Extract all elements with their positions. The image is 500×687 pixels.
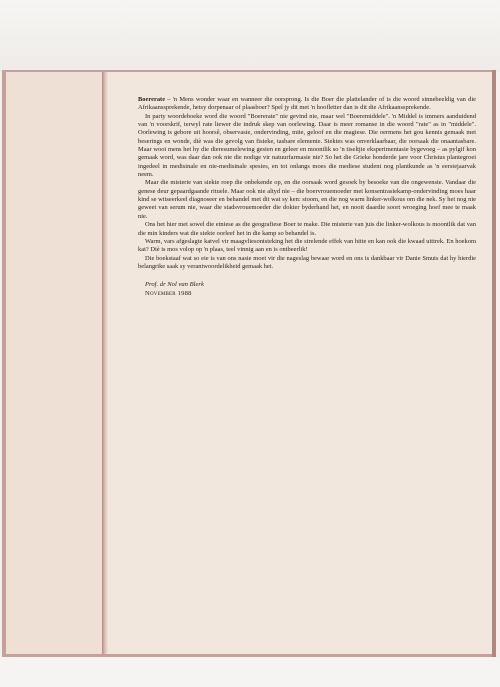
signature-name: Prof. dr Nol van Blerk bbox=[145, 281, 204, 289]
page-edge bbox=[492, 70, 496, 657]
paragraph-4: Ons het hier met sowel die etniese as die geografiese Boer te make. Die misterie van juis die linker-wolkous is moontlik dat van die min kinders wat die siekte oorleef het in die kamp so behandel is. bbox=[138, 221, 476, 237]
book-spread bbox=[2, 70, 496, 657]
paragraph-3: Maar die misterie van siekte roep die onbekende op, en die oorsaak word gesoek by besoeke van die ongewenste. Vandaar die genese deur gepaardgaande rituele. Maar ook nie altyd nie – die boervrouemoeder met konsentrasiekamp-ondervinding moes haar kind se witseerkeel diagnoseer en behandel met dit wat sy ken: stoom, en die nog warm linker-wolkous om die nek. Sy het nog nie geweet van serum nie, waar die stadsvrouemoeder die dokter byderhand het, en nooit daardie soort wroeging hoef mee te maak nie. bbox=[138, 179, 476, 220]
paragraph-2: In party woordeboeke word die woord "Boererate" nie gevind nie, maar wel "Boeremiddele". 'n Middel is immers aanduidend van 'n voorskrif, terwyl rate liewer die indruk skep van oorlewing. Daar is meer romanse in die woord "rate" as in "middele". Oorlewing is gebore uit hoorsê, observasie, ondervinding, mite, geloof en die magiese. Die oermens het gou kennis gemaak met beserings en wonde, diè was die gevolg van fisieke, tasbare elemente. Siektes was onverklaarbaar, die oorsaak die onaantasbare. Maar wooi mens het hy die dieresumelewing gesien en geleer en moontlik so 'n tiseltjie eksperimentasie bygevoeg – as pylgif kon gemaak word, was daar dan ook nie die nodige vir natuurfarmasie nie? So het die Grieke honderde jare voor Christus plantegroei ingedeel in medisinale en nie-medisinale spesies, en tot onlangs moes die mediese student nog plantkunde as 'n eerstejaarvak neem. bbox=[138, 112, 476, 179]
left-page bbox=[6, 72, 102, 654]
heading-word: Boererate bbox=[138, 96, 166, 103]
paragraph-1 bbox=[138, 96, 476, 113]
paragraph-1-text: – 'n Mens wonder waar en wanneer die oorsprong. Is die Boer die plattelander of is die woord sinnebeeldig van die Afrikaanssprekende, hetsy dorpenaar of plaasboer? Spel jy dit met 'n hoofletter dan is dit die Afrikaanssprekende. bbox=[138, 96, 476, 112]
signature-date: November 1988 bbox=[145, 289, 192, 297]
right-page bbox=[108, 72, 492, 654]
paragraph-6: Die boekstaaf wat so eie is van ons nasie moet vir die nageslag bewaar word en ons is dankbaar vir Danie Smuts dat hy hierdie belangrike saak sy verantwoordelikheid gemaak het. bbox=[138, 254, 476, 270]
foreword-text bbox=[138, 96, 476, 298]
scan-background-top bbox=[0, 0, 500, 72]
signature-block bbox=[145, 281, 476, 298]
paragraph-5: Warm, vars afgeslagte katvel vir maagvliesontsteking het die strelende effek van hitte en kan ook die kwaad uittrek. En hoekom kat? Diè is mos volop op 'n plaas, teel vinnig aan en is ontbeerlik! bbox=[138, 237, 476, 254]
scan-background-bottom bbox=[0, 657, 500, 687]
